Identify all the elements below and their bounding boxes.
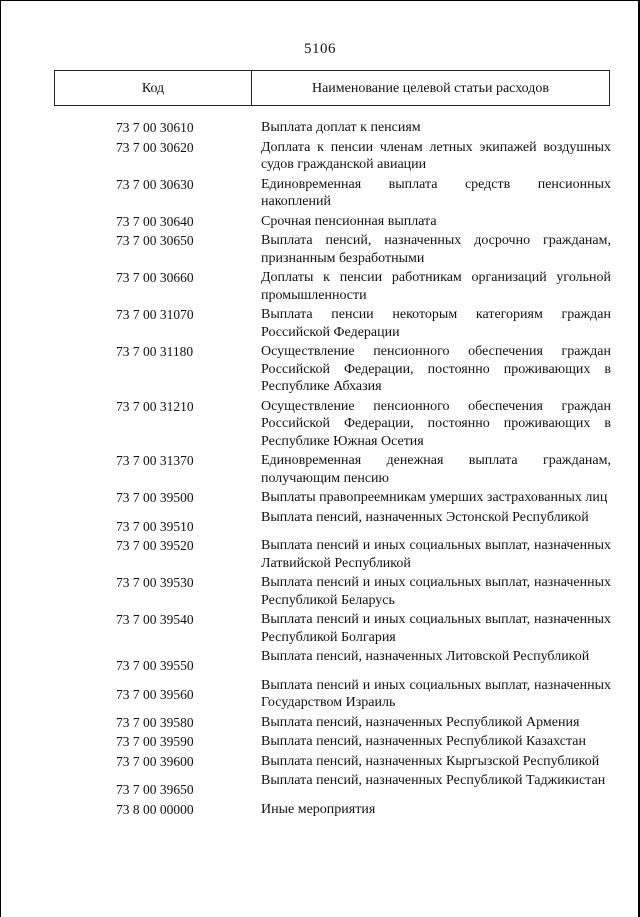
row-name: Выплата пенсий, назначенных Кыргызской Республикой [261, 753, 600, 769]
row-name: Выплата пенсий и иных социальных выплат, назначенных Латвийской Республикой [261, 538, 611, 571]
table-row [0, 119, 640, 137]
row-code: 73 7 00 39510 [116, 518, 194, 534]
row-name: Выплата пенсий, назначенных досрочно гражданам, признанным безработными [261, 233, 611, 266]
row-name: Иные мероприятия [261, 801, 376, 817]
row-code: 73 7 00 31180 [116, 344, 194, 359]
page-number: 5106 [304, 41, 336, 57]
row-code: 73 7 00 30620 [116, 139, 194, 155]
row-code: 73 7 00 39580 [116, 714, 194, 730]
table-row [0, 714, 640, 732]
table-row [0, 213, 640, 231]
row-name: Выплата пенсий и иных социальных выплат, назначенных Республикой Болгария [261, 612, 611, 645]
row-name: Выплата пенсий, назначенных Республикой Казахстан [261, 734, 586, 749]
row-name: Выплаты правопреемникам умерших застрахованных лиц [261, 490, 608, 505]
row-name: Выплата пенсий, назначенных Республикой Армения [261, 714, 580, 730]
row-name: Выплата пенсий и иных социальных выплат, назначенных Государством Израиль [261, 677, 611, 710]
row-code: 73 7 00 30610 [116, 120, 194, 135]
table-row [0, 648, 640, 675]
table-row [0, 489, 640, 507]
row-name: Выплата пенсий, назначенных Эстонской Республикой [261, 509, 589, 525]
row-name: Единовременная выплата средств пенсионных накоплений [261, 176, 611, 209]
row-name: Доплаты к пенсии работникам организаций угольной промышленности [261, 270, 611, 303]
header-code: Код [55, 71, 252, 105]
row-name: Выплата пенсий и иных социальных выплат, назначенных Республикой Беларусь [261, 575, 611, 608]
table-row [0, 398, 640, 451]
table-row [0, 343, 640, 396]
row-code: 73 7 00 39650 [116, 782, 194, 797]
scan-border-top [0, 0, 640, 1]
table-row [0, 753, 640, 771]
row-name: Единовременная денежная выплата гражданам, получающим пенсию [261, 453, 611, 486]
row-code: 73 7 00 30650 [116, 233, 194, 248]
row-code: 73 7 00 39560 [116, 686, 194, 702]
row-code: 73 7 00 31210 [116, 398, 194, 414]
row-code: 73 7 00 30640 [116, 213, 194, 229]
row-code: 73 7 00 39590 [116, 734, 194, 749]
header-name: Наименование целевой статьи расходов [311, 81, 550, 96]
table-row [0, 452, 640, 487]
row-name: Выплата пенсий, назначенных Литовской Республикой [261, 649, 590, 664]
row-code: 73 7 00 31070 [116, 307, 194, 322]
row-code: 73 7 00 31370 [116, 453, 194, 468]
row-name: Срочная пенсионная выплата [261, 213, 437, 229]
row-code: 73 7 00 30660 [116, 270, 194, 285]
table-row [0, 176, 640, 211]
table-row [0, 509, 640, 536]
table-row [0, 772, 640, 799]
row-code: 73 7 00 39550 [116, 658, 194, 673]
row-code: 73 7 00 39530 [116, 575, 194, 590]
table-row [0, 269, 640, 304]
table-row [0, 537, 640, 572]
table-row [0, 801, 640, 819]
table-row [0, 139, 640, 174]
row-code: 73 7 00 30630 [116, 176, 194, 192]
row-name: Выплата пенсий, назначенных Республикой Таджикистан [261, 773, 606, 788]
row-code: 73 7 00 39540 [116, 612, 194, 627]
row-code: 73 7 00 39500 [116, 490, 194, 505]
row-code: 73 8 00 00000 [116, 801, 194, 817]
row-name: Осуществление пенсионного обеспечения граждан Российской Федерации, постоянно проживающих в Республике Абхазия [261, 344, 611, 394]
row-name: Выплата доплат к пенсиям [261, 120, 421, 135]
table-row [0, 574, 640, 609]
row-name: Выплата пенсии некоторым категориям граждан Российской Федерации [261, 307, 611, 340]
table-row [0, 611, 640, 646]
table-header [54, 70, 610, 106]
row-name: Доплата к пенсии членам летных экипажей воздушных судов гражданской авиации [261, 139, 611, 172]
table-row [0, 232, 640, 267]
row-name: Осуществление пенсионного обеспечения граждан Российской Федерации, постоянно проживающих в Республике Южная Осетия [261, 398, 611, 449]
table-body [0, 119, 640, 820]
row-code: 73 7 00 39520 [116, 538, 194, 553]
table-row [0, 733, 640, 751]
table-row [0, 677, 640, 712]
table-row [0, 306, 640, 341]
row-code: 73 7 00 39600 [116, 753, 194, 769]
